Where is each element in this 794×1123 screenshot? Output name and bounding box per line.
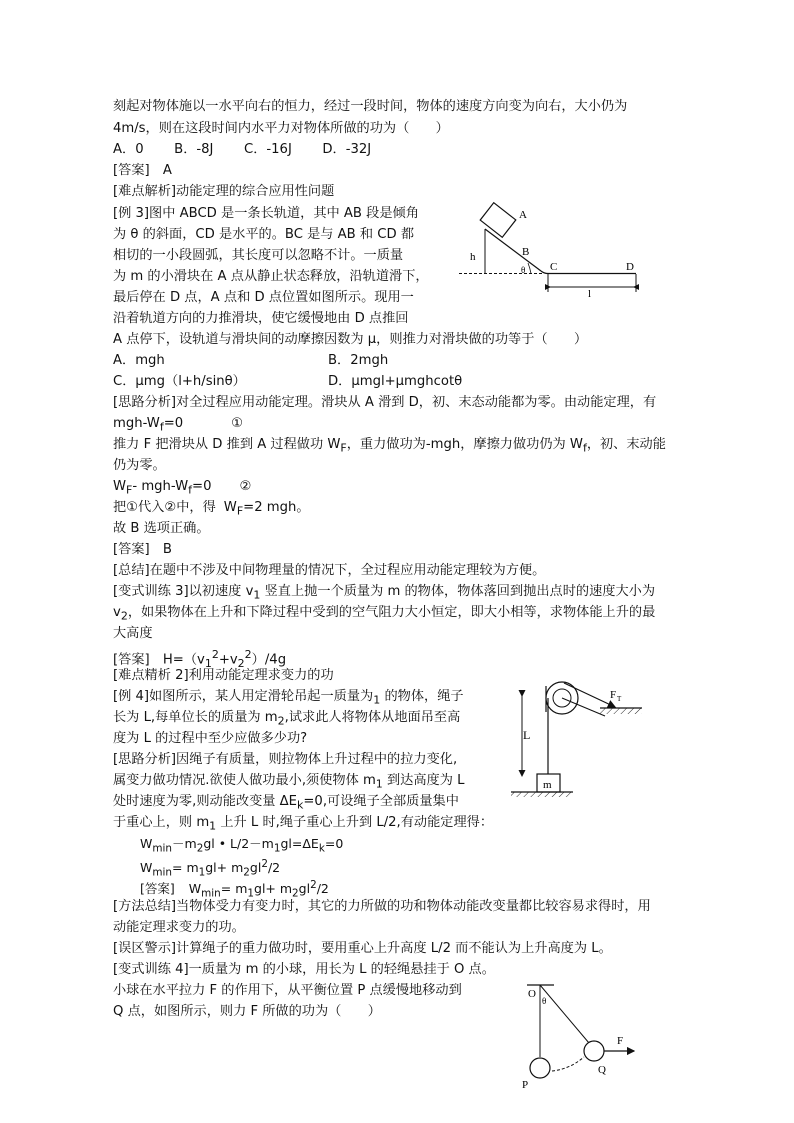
text-line: 沿着轨道方向的力推滑块，使它缓慢地由 D 点推回 bbox=[113, 311, 409, 326]
label-q: Q bbox=[598, 1064, 606, 1076]
label-p: P bbox=[522, 1079, 529, 1091]
label-f: F bbox=[617, 1035, 624, 1047]
choice-a: A．mgh bbox=[113, 353, 165, 368]
equation-4: $W_{min}= m_1gl+ m_2gl^2/2$ bbox=[140, 858, 281, 879]
text-line: 为 m 的小滑块在 A 点从静止状态释放，沿轨道滑下， bbox=[113, 269, 429, 284]
label-d: D bbox=[626, 261, 634, 273]
label-f: F bbox=[610, 689, 617, 701]
equation-3: $W_{min}-m_2gl$ • $L/2-m_1gl=\Delta E_k=0$ bbox=[140, 836, 344, 855]
answer-line: [答案] A bbox=[113, 163, 172, 178]
text-line: [例 4]如图所示，某人用定滑轮吊起一质量为$_1$ 的物体，绳子 bbox=[113, 689, 464, 707]
equation-1: mgh-$W_f=0$ ① bbox=[113, 416, 243, 434]
text-line: 相切的一小段圆弧，其长度可以忽略不计。一质量 bbox=[113, 248, 404, 263]
ball-q bbox=[584, 1041, 604, 1061]
label-a: A bbox=[519, 209, 527, 221]
ball-p bbox=[530, 1058, 550, 1078]
answer-line: [答案] $H=(v_1^2+v_2^2)/4g$ bbox=[113, 648, 287, 671]
text-line: Q 点，如图所示，则力 F 所做的功为（ ） bbox=[113, 1004, 381, 1019]
text-line: 4m/s，则在这段时间内水平力对物体所做的功为（ ） bbox=[113, 121, 449, 136]
incline-track-figure bbox=[456, 198, 646, 298]
choice-d: D．μmgl+μmghcotθ bbox=[328, 374, 463, 389]
text-line: 属变力做功情况.欲使人做功最小,须使物体 $m_1$ 到达高度为 L bbox=[113, 773, 465, 791]
summary-line: [总结]在题中不涉及中间物理量的情况下，全过程应用动能定理较为方便。 bbox=[113, 563, 546, 578]
text-line: 把①代入②中，得 $W_F=2$ mgh。 bbox=[113, 500, 310, 518]
text-line: 大高度 bbox=[113, 626, 153, 641]
text-line: [变式训练 4]一质量为 m 的小球，用长为 L 的轻绳悬挂于 O 点。 bbox=[113, 962, 495, 977]
summary-line: [方法总结]当物体受力有变力时，其它的力所做的功和物体动能改变量都比较容易求得时，用 bbox=[113, 899, 651, 914]
text-line: 处时速度为零,则动能改变量 $\Delta E_k=0$,可设绳子全部质量集中 bbox=[113, 794, 459, 812]
text-line: 最后停在 D 点，A 点和 D 点位置如图所示。现用一 bbox=[113, 290, 414, 305]
text-line: [例 3]图中 ABCD 是一条长轨道，其中 AB 段是倾角 bbox=[113, 206, 419, 221]
text-line: 刻起对物体施以一水平向右的恒力，经过一段时间，物体的速度方向变为向右，大小仍为 bbox=[113, 99, 628, 114]
label-m: m bbox=[543, 779, 552, 791]
arc-bc bbox=[541, 271, 548, 274]
label-t: T bbox=[617, 695, 622, 703]
text-line: 故 B 选项正确。 bbox=[113, 521, 210, 536]
label-l: l bbox=[588, 288, 592, 300]
wall-hatch bbox=[600, 708, 642, 714]
text-line: [思路分析]对全过程应用动能定理。滑块从 A 滑到 D，初、末态动能都为零。由动能定理，有 bbox=[113, 395, 657, 410]
section-heading: [难点解析]动能定理的综合应用性问题 bbox=[113, 184, 335, 199]
label-theta: θ bbox=[521, 265, 526, 275]
choice-b: B．2mgh bbox=[328, 353, 389, 368]
warning-line: [误区警示]计算绳子的重力做功时，要用重心上升高度 L/2 而不能认为上升高度为 L。 bbox=[113, 941, 612, 956]
text-line: 为 θ 的斜面，CD 是水平的。BC 是与 AB 和 CD 都 bbox=[113, 227, 415, 242]
pulley-figure bbox=[510, 676, 665, 801]
block bbox=[480, 203, 516, 238]
angle-arc bbox=[528, 263, 531, 274]
answer-line: [答案] B bbox=[113, 542, 172, 557]
pendulum-figure bbox=[512, 972, 647, 1092]
label-o: O bbox=[528, 988, 536, 1000]
text-line: 度为 L 的过程中至少应做多少功? bbox=[113, 731, 308, 746]
text-line: 动能定理求变力的功。 bbox=[113, 920, 245, 935]
text-line: 长为 L,每单位长的质量为 $m_2$,试求此人将物体从地面吊至高 bbox=[113, 710, 461, 728]
answer-line: [答案] $W_{min}= m_1gl+ m_2gl^2/2$ bbox=[140, 879, 329, 900]
section-heading: [难点精析 2]利用动能定理求变力的功 bbox=[113, 668, 334, 683]
text-line: $v_2$，如果物体在上升和下降过程中受到的空气阻力大小恒定，即大小相等，求物体能上升的最 bbox=[113, 605, 656, 623]
answer-choices: A．0 B．-8J C．-16J D．-32J bbox=[113, 142, 372, 157]
path-arc bbox=[552, 1057, 584, 1071]
label-theta: θ bbox=[542, 996, 547, 1006]
text-line: 小球在水平拉力 F 的作用下，从平衡位置 P 点缓慢地移动到 bbox=[113, 983, 462, 998]
label-b: B bbox=[522, 246, 530, 258]
label-h: h bbox=[470, 251, 476, 263]
text-line: 推力 F 把滑块从 D 推到 A 过程做功 $W_F$，重力做功为-mgh，摩擦力做功仍为 $W_f$，初、末动能 bbox=[113, 437, 666, 455]
incline-line bbox=[485, 229, 541, 271]
text-line: 仍为零。 bbox=[113, 458, 166, 473]
equation-2: $W_F-$ mgh-$W_f=0$ ② bbox=[113, 479, 252, 497]
rope-angled bbox=[540, 985, 589, 1043]
text-line: [变式训练 3]以初速度 $v_1$ 竖直上抛一个质量为 m 的物体，物体落回到抛出点时的速度大小为 bbox=[113, 584, 656, 602]
text-line: 于重心上，则 $m_1$ 上升 L 时,绳子重心上升到 L/2,有动能定理得： bbox=[113, 815, 494, 833]
label-l: L bbox=[523, 728, 531, 742]
text-line: A 点停下，设轨道与滑块间的动摩擦因数为 μ，则推力对滑块做的功等于（ ） bbox=[113, 332, 588, 347]
text-line: [思路分析]因绳子有质量，则拉物体上升过程中的拉力变化, bbox=[113, 752, 458, 767]
ground-hatch bbox=[511, 792, 573, 797]
label-c: C bbox=[550, 261, 558, 273]
choice-c: C．μmg（l+h/sinθ） bbox=[113, 374, 246, 389]
